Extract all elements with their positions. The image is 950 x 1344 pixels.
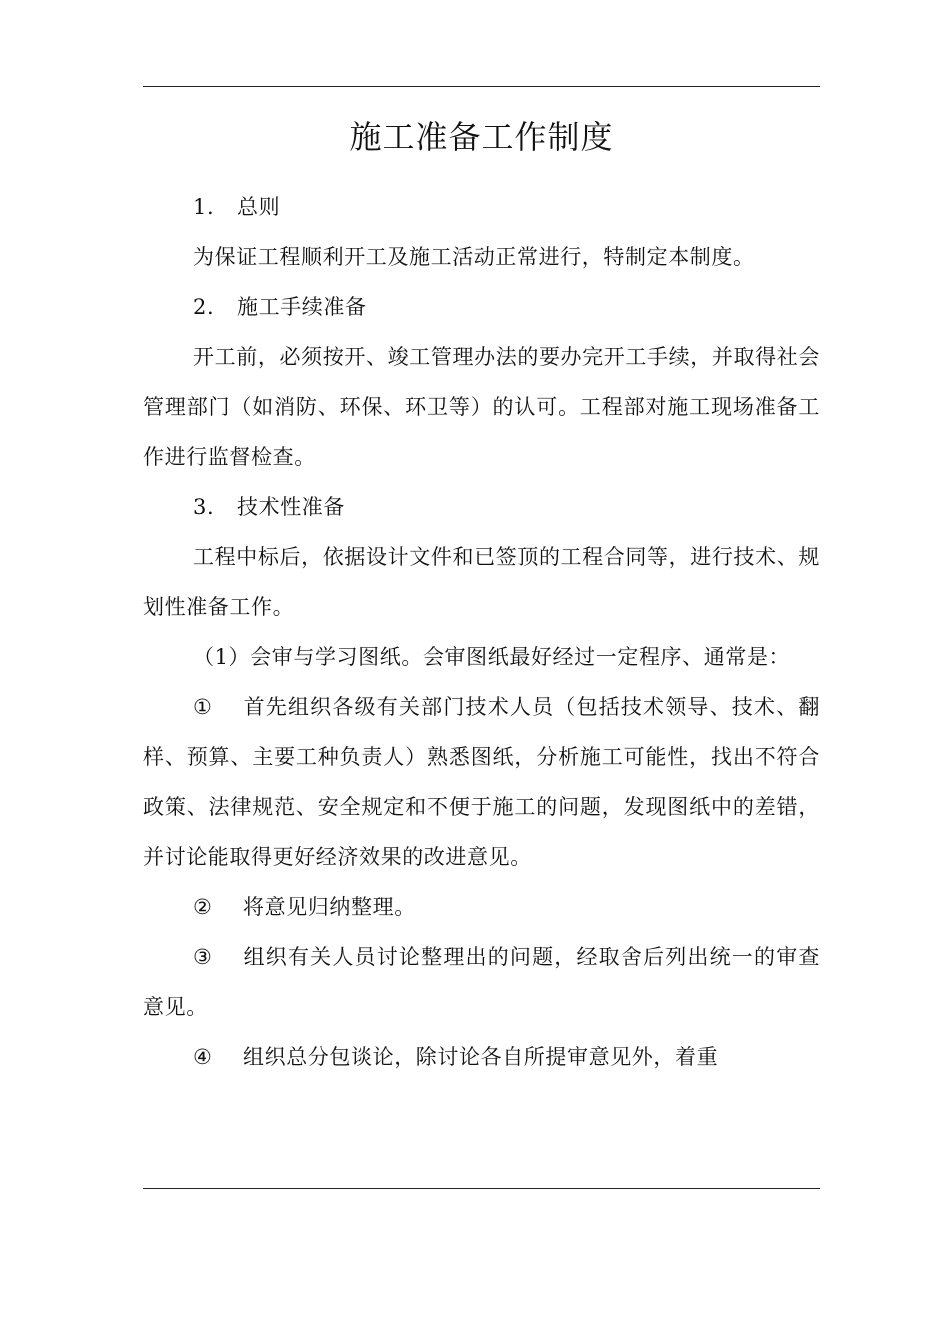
paragraph-drawing-review: （1）会审与学习图纸。会审图纸最好经过一定程序、通常是： <box>193 645 791 669</box>
step-text: 将意见归纳整理。 <box>243 895 416 919</box>
document-title: 施工准备工作制度 <box>349 118 614 156</box>
paragraph-general: 为保证工程顺利开工及施工活动正常进行，特制定本制度。 <box>193 245 755 269</box>
paragraph-technical: 工程中标后，依据设计文件和已签顶的工程合同等，进行技术、规划性准备工作。 <box>143 545 820 619</box>
section-heading-text: 总则 <box>237 195 281 219</box>
paragraph-procedures: 开工前，必须按开、竣工管理办法的要办完开工手续，并取得社会管理部门（如消防、环保、环卫等）的认可。工程部对施工现场准备工作进行监督检查。 <box>143 345 820 469</box>
step-marker: ① <box>193 695 213 719</box>
list-item-step-4 <box>143 1032 820 1082</box>
section-number: 2. <box>193 295 215 319</box>
step-text: 组织有关人员讨论整理出的问题，经取舍后列出统一的审查意见。 <box>143 945 820 1019</box>
section-heading-technical <box>143 482 820 532</box>
header-rule <box>143 86 820 87</box>
list-item-step-1 <box>143 682 820 882</box>
step-text: 首先组织各级有关部门技术人员（包括技术领导、技术、翻样、预算、主要工种负责人）熟悉图纸，分析施工可能性，找出不符合政策、法律规范、安全规定和不便于施工的问题，发现图纸中的差错，并讨论能取得更好经济效果的改进意见。 <box>143 695 820 869</box>
footer-rule <box>143 1188 820 1189</box>
section-heading-text: 施工手续准备 <box>237 295 367 319</box>
step-marker: ③ <box>193 945 213 969</box>
list-item-step-3 <box>143 932 820 1032</box>
step-marker: ② <box>193 895 213 919</box>
step-text: 组织总分包谈论，除讨论各自所提审意见外，着重 <box>243 1045 719 1069</box>
section-number: 3. <box>193 495 215 519</box>
section-heading-procedures <box>143 282 820 332</box>
section-heading-general <box>143 182 820 232</box>
list-item-step-2 <box>143 882 820 932</box>
section-heading-text: 技术性准备 <box>237 495 345 519</box>
document-body <box>143 182 820 1082</box>
section-number: 1. <box>193 195 215 219</box>
step-marker: ④ <box>193 1045 213 1069</box>
